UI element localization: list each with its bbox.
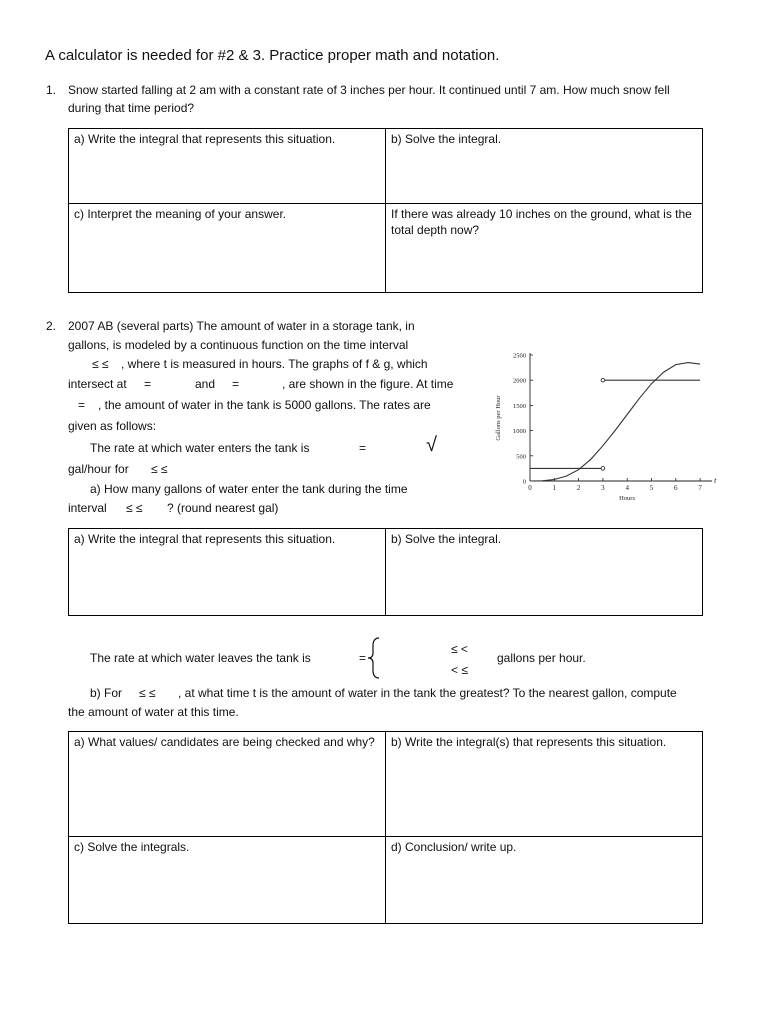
x-axis-label: Hours [619, 495, 635, 502]
rate-in-eq: = [359, 441, 367, 455]
piece2-ineq: < ≤ [451, 663, 468, 677]
piecewise-brace [366, 636, 382, 680]
q2-part-b-ineq: ≤ ≤ [139, 686, 156, 700]
y-tick-label: 500 [516, 453, 526, 461]
x-tick-label: 2 [576, 484, 581, 492]
rate-out-eq: = [359, 651, 367, 665]
gallons-per-hour: gallons per hour. [497, 651, 586, 665]
series-g-open-point [601, 378, 605, 382]
q2-text-line3: , where t is measured in hours. The graphs of f & g, which [121, 357, 428, 371]
x-tick-label: 4 [625, 484, 629, 492]
q2-part-a-end: ? (round nearest gal) [167, 501, 279, 515]
x-tick-label: 3 [601, 484, 605, 492]
sqrt-symbol: √ [426, 434, 437, 456]
q1-text-line2: during that time period? [68, 101, 195, 115]
rate-in-label: The rate at which water enters the tank is [90, 441, 310, 455]
rate-out-label: The rate at which water leaves the tank is [90, 651, 311, 665]
page-header: A calculator is needed for #2 & 3. Practice proper math and notation. [45, 47, 500, 64]
q2-text-line5: , the amount of water in the tank is 5000 gallons. The rates are [98, 398, 431, 412]
q2b-cell-a[interactable]: a) What values/ candidates are being checked and why? [69, 732, 386, 837]
x-tick-label: 0 [528, 484, 532, 492]
x-tick-label: 1 [552, 484, 557, 492]
q2b-cell-c[interactable]: c) Solve the integrals. [69, 837, 386, 924]
q2-number: 2. [46, 319, 57, 333]
q2a-cell-b[interactable]: b) Solve the integral. [386, 529, 703, 616]
q2-answer-table-a [68, 528, 703, 616]
x-tick-label: 6 [674, 484, 678, 492]
piece1-ineq: ≤ < [451, 642, 468, 656]
q2-text-line4-a: intersect at [68, 377, 127, 391]
rate-graph [490, 340, 730, 510]
q2a-cell-a[interactable]: a) Write the integral that represents this situation. [69, 529, 386, 616]
gal-hour-ineq: ≤ ≤ [151, 462, 168, 476]
q2-part-a-ineq: ≤ ≤ [126, 501, 143, 515]
y-tick-label: 0 [522, 478, 526, 486]
q2-text-line1: 2007 AB (several parts) The amount of water in a storage tank, in [68, 319, 415, 333]
q2-and: and [195, 377, 216, 391]
gal-hour-for: gal/hour for [68, 462, 129, 476]
q1-cell-b[interactable]: b) Solve the integral. [386, 129, 703, 204]
q2-part-b-line2: the amount of water at this time. [68, 705, 239, 719]
q2-part-b-line1: , at what time t is the amount of water in the tank the greatest? To the nearest gallon, compute [178, 686, 677, 700]
q2-eq3: = [78, 398, 86, 412]
q2-text-line6: given as follows: [68, 419, 157, 433]
q2-text-line2: gallons, is modeled by a continuous function on the time interval [68, 338, 409, 352]
q2-eq2: = [232, 377, 240, 391]
x-tick-label: 7 [698, 484, 702, 492]
q1-text-line1: Snow started falling at 2 am with a constant rate of 3 inches per hour. It continued until 7 am. How much snow fell [68, 83, 670, 97]
q2b-cell-d[interactable]: d) Conclusion/ write up. [386, 837, 703, 924]
x-axis-var: t [714, 476, 717, 485]
x-tick-label: 5 [649, 484, 654, 492]
y-tick-label: 1000 [513, 428, 526, 436]
q2-eq1: = [144, 377, 152, 391]
q2-part-a-line1: a) How many gallons of water enter the tank during the time [90, 482, 408, 496]
q2-part-a-interval: interval [68, 501, 107, 515]
q2-interval-ineq: ≤ ≤ [92, 357, 109, 371]
q1-cell-d[interactable]: If there was already 10 inches on the ground, what is the total depth now? [386, 204, 703, 293]
q1-answer-table [68, 128, 703, 293]
q2-part-b-for: b) For [90, 686, 123, 700]
y-axis-label: Gallons per Hour [495, 395, 502, 441]
y-tick-label: 1500 [513, 402, 526, 410]
q1-cell-a[interactable]: a) Write the integral that represents this situation. [69, 129, 386, 204]
series-g-open-point [601, 467, 605, 471]
y-tick-label: 2000 [513, 377, 526, 385]
q1-number: 1. [46, 83, 57, 97]
q2b-cell-b[interactable]: b) Write the integral(s) that represents this situation. [386, 732, 703, 837]
y-tick-label: 2500 [513, 352, 526, 360]
q1-cell-c[interactable]: c) Interpret the meaning of your answer. [69, 204, 386, 293]
q2-text-line4-b: , are shown in the figure. At time [282, 377, 454, 391]
q2-answer-table-b [68, 731, 703, 924]
